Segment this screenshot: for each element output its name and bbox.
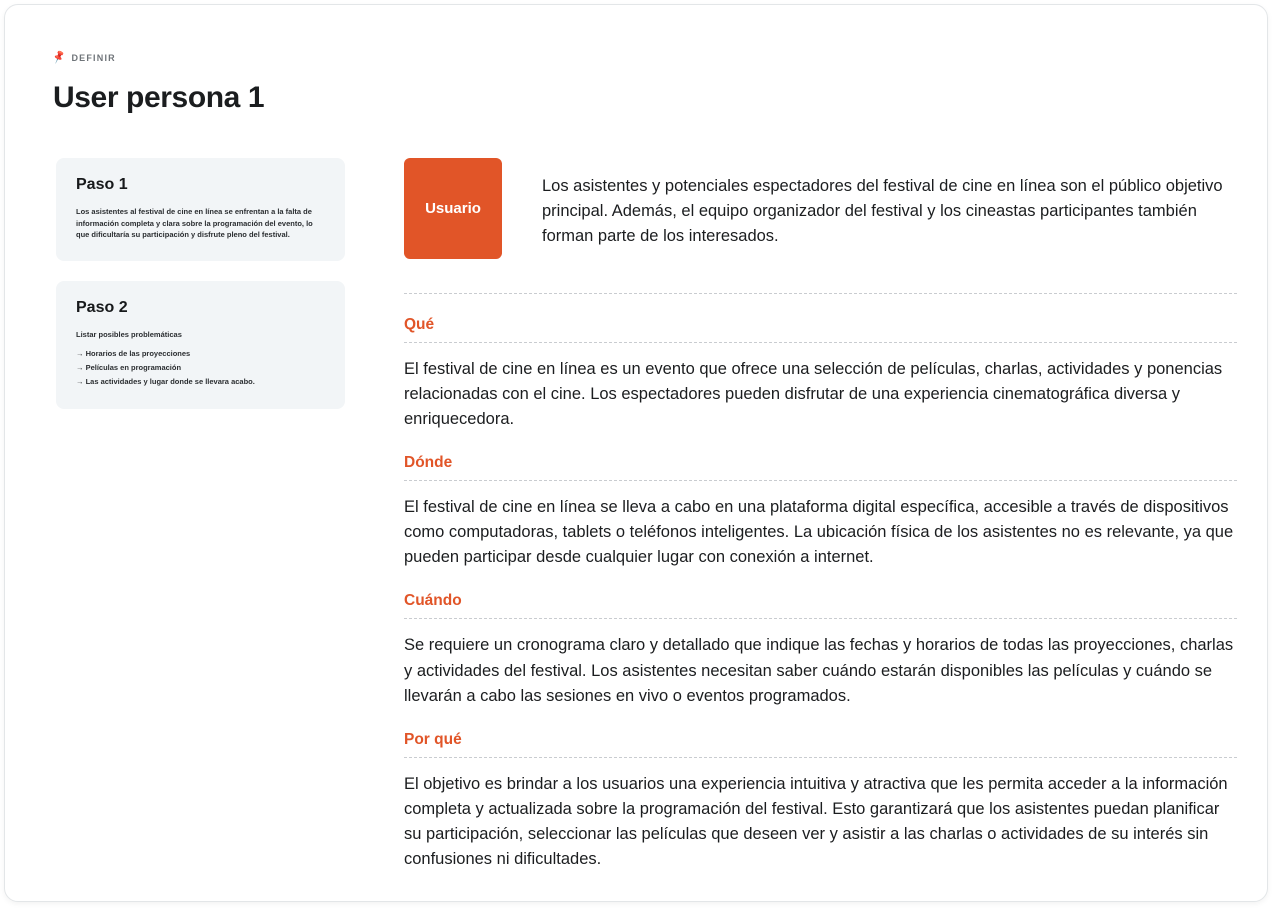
section-cuando: [404, 592, 1237, 708]
section-heading: Cuándo: [404, 592, 462, 610]
persona-tile: [404, 158, 502, 259]
step-card-title: Paso 2: [76, 298, 128, 316]
list-item: → Horarios de las proyecciones: [76, 348, 191, 358]
step-card-bullet-list: [76, 347, 325, 390]
step-card-1: [56, 158, 345, 261]
step-card-text: Los asistentes al festival de cine en línea se enfrentan a la falta de información completa y clara sobre la programación del evento, lo que dificultaría su participación y disfrute pleno del festival.: [76, 207, 313, 240]
section-rule: [404, 618, 1237, 619]
persona-description: Los asistentes y potenciales espectadores del festival de cine en línea son el público objetivo principal. Además, el equipo organizador del festival y los cineastas participantes también forman parte de los interesados.: [542, 177, 1223, 246]
breadcrumb: [51, 50, 116, 65]
section-heading: Por qué: [404, 730, 462, 748]
section-heading: Dónde: [404, 454, 453, 472]
section-body: El festival de cine en línea es un evento que ofrece una selección de películas, charlas, actividades y ponencias relacionadas con el cine. Los espectadores pueden disfrutar de una experiencia cinematográfica diversa y enriquecedora.: [404, 360, 1223, 429]
step-card-text: Listar posibles problemáticas: [76, 329, 182, 339]
section-que: [404, 316, 1237, 432]
section-rule: [404, 480, 1237, 481]
step-card-2: [56, 281, 345, 409]
step-card-title: Paso 1: [76, 176, 128, 193]
page-title: User persona 1: [53, 81, 265, 114]
pin-icon: 📌: [51, 50, 67, 65]
list-item: → Las actividades y lugar donde se llevara acabo.: [76, 377, 255, 386]
section-body: El objetivo es brindar a los usuarios una experiencia intuitiva y atractiva que les permita acceder a la información completa y actualizada sobre la programación del festival. Esto garantizará que los asistentes puedan planificar su participación, seleccionar las películas que deseen ver y asistir a las charlas o actividades de su interés sin confusiones ni dificultades.: [404, 774, 1228, 868]
section-heading: Qué: [404, 316, 435, 333]
section-body: El festival de cine en línea se lleva a cabo en una plataforma digital específica, accesible a través de dispositivos como computadoras, tablets o teléfonos inteligentes. La ubicación física de los asistentes no es relevante, ya que pueden participar desde cualquier lugar con conexión a internet.: [404, 498, 1234, 567]
section-body: Se requiere un cronograma claro y detallado que indique las fechas y horarios de todas las proyecciones, charlas y actividades del festival. Los asistentes necesitan saber cuándo estarán disponibles las películas y cuándo se llevarán a cabo las sesiones en vivo o eventos programados.: [404, 636, 1234, 705]
section-rule: [404, 757, 1237, 758]
section-por-que: [404, 731, 1237, 872]
section-rule: [404, 342, 1237, 343]
document-card: [4, 4, 1268, 902]
persona-row: [404, 158, 1237, 259]
breadcrumb-label: DEFINIR: [71, 53, 116, 63]
list-item: → Películas en programación: [76, 362, 182, 372]
steps-column: [56, 158, 345, 429]
content-column: [404, 158, 1237, 872]
section-donde: [404, 454, 1237, 570]
divider: [404, 293, 1237, 294]
persona-tile-label: Usuario: [425, 200, 481, 217]
